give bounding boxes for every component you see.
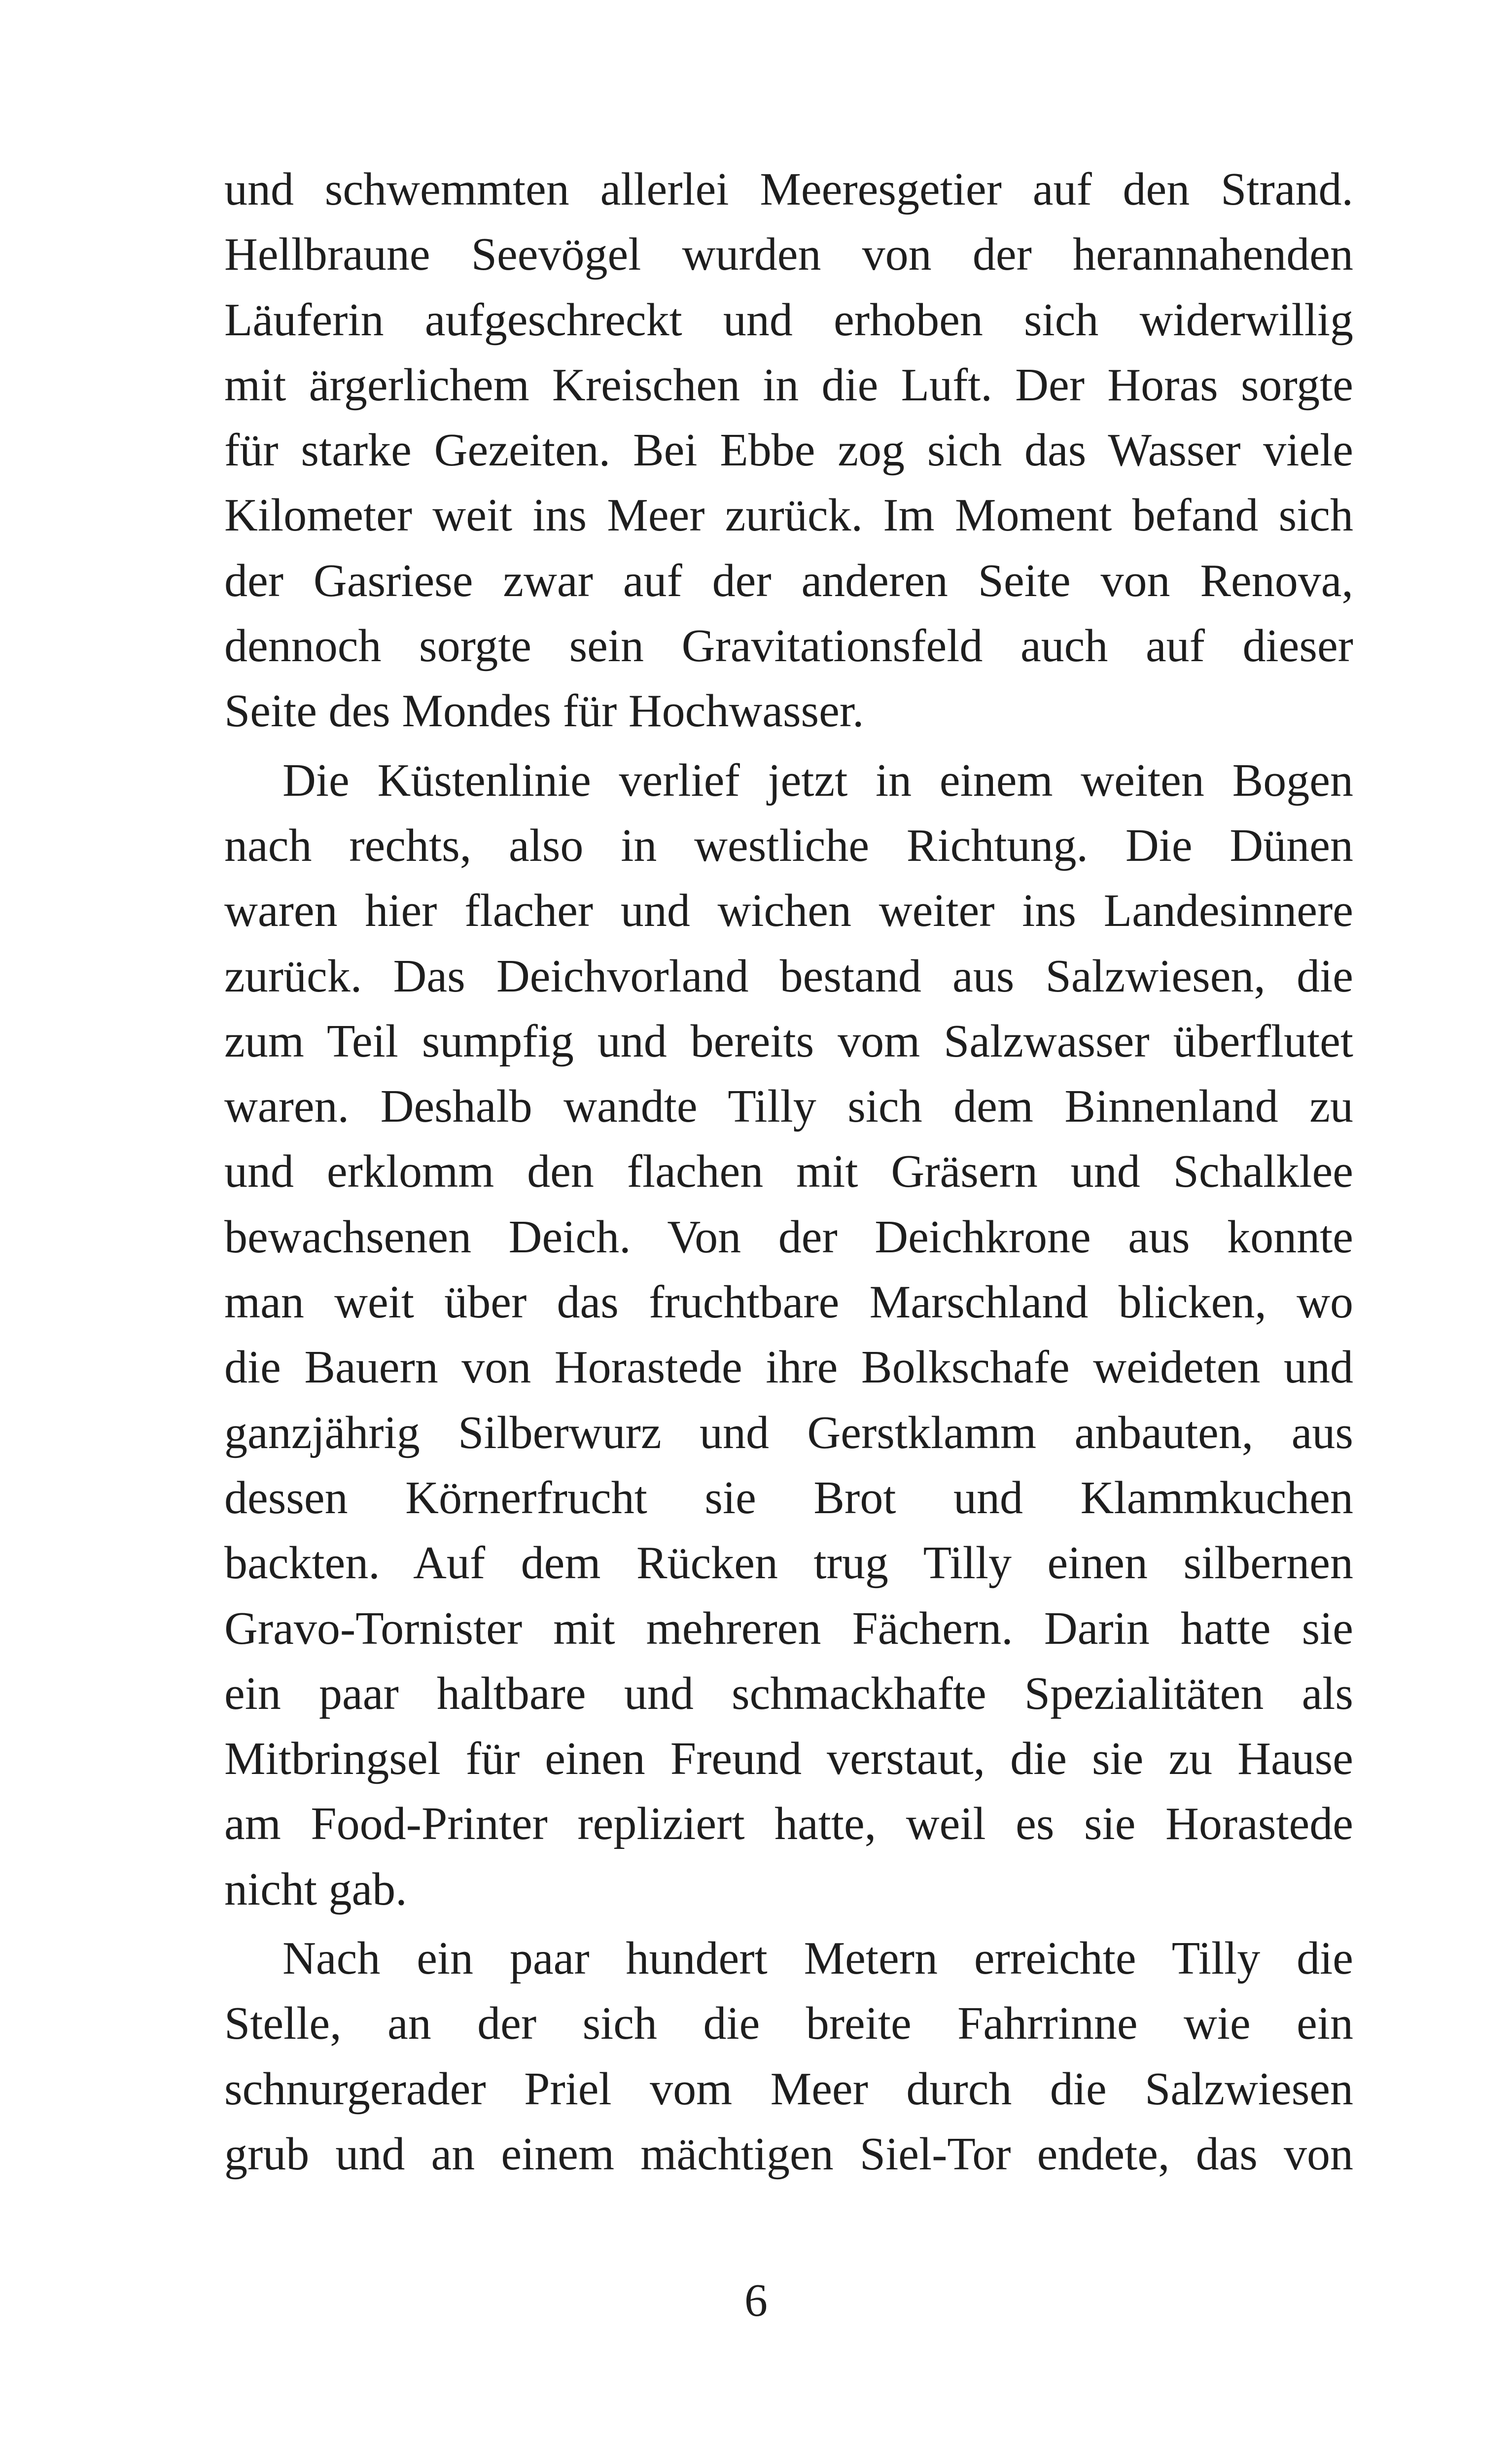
- text-line: dessen Körnerfrucht sie Brot und Klammkuchen: [224, 1472, 1353, 1524]
- text-line: Nach ein paar hundert Metern erreichte Tilly die: [282, 1933, 1353, 1984]
- text-line: Kilometer weit ins Meer zurück. Im Moment befand sich: [224, 490, 1353, 541]
- text-line: man weit über das fruchtbare Marschland blicken, wo: [224, 1276, 1353, 1328]
- text-line: Läuferin aufgeschreckt und erhoben sich widerwillig: [224, 294, 1353, 346]
- text-line: für starke Gezeiten. Bei Ebbe zog sich das Wasser viele: [224, 425, 1353, 476]
- text-line: der Gasriese zwar auf der anderen Seite von Renova,: [224, 555, 1353, 606]
- text-line: nicht gab.: [224, 1863, 407, 1915]
- text-line: die Bauern von Horastede ihre Bolkschafe weideten und: [224, 1342, 1353, 1393]
- paragraph-3: [224, 1926, 1353, 2187]
- text-line: dennoch sorgte sein Gravitationsfeld auch auf dieser: [224, 620, 1353, 672]
- text-line: mit ärgerlichem Kreischen in die Luft. Der Horas sorgte: [224, 359, 1353, 411]
- text-line: Seite des Mondes für Hochwasser.: [224, 685, 864, 737]
- text-line: Hellbraune Seevögel wurden von der herannahenden: [224, 229, 1353, 281]
- text-line: und schwemmten allerlei Meeresgetier auf den Strand.: [224, 164, 1353, 215]
- text-line: waren hier flacher und wichen weiter ins Landesinnere: [224, 885, 1353, 937]
- text-line: und erklomm den flachen mit Gräsern und Schalklee: [224, 1146, 1353, 1198]
- text-line: Die Küstenlinie verlief jetzt in einem weiten Bogen: [282, 754, 1353, 806]
- page-number: 6: [744, 2275, 768, 2326]
- text-line: bewachsenen Deich. Von der Deichkrone aus konnte: [224, 1211, 1353, 1263]
- text-line: am Food-Printer repliziert hatte, weil es sie Horastede: [224, 1798, 1353, 1850]
- text-line: zum Teil sumpfig und bereits vom Salzwasser überflutet: [224, 1015, 1353, 1067]
- text-line: ein paar haltbare und schmackhafte Spezialitäten als: [224, 1667, 1353, 1719]
- text-line: Gravo-Tornister mit mehreren Fächern. Darin hatte sie: [224, 1602, 1353, 1654]
- body-text: [224, 157, 1353, 2191]
- paragraph-2: [224, 748, 1353, 1922]
- text-line: waren. Deshalb wandte Tilly sich dem Binnenland zu: [224, 1081, 1353, 1133]
- text-line: grub und an einem mächtigen Siel-Tor endete, das von: [224, 2128, 1353, 2180]
- paragraph-1: [224, 157, 1353, 744]
- text-line: Stelle, an der sich die breite Fahrrinne wie ein: [224, 1998, 1353, 2050]
- text-line: ganzjährig Silberwurz und Gerstklamm anbauten, aus: [224, 1407, 1353, 1458]
- text-line: zurück. Das Deichvorland bestand aus Salzwiesen, die: [224, 950, 1353, 1002]
- text-line: nach rechts, also in westliche Richtung. Die Dünen: [224, 819, 1353, 871]
- text-line: schnurgerader Priel vom Meer durch die Salzwiesen: [224, 2063, 1353, 2115]
- text-line: backten. Auf dem Rücken trug Tilly einen silbernen: [224, 1537, 1353, 1589]
- text-line: Mitbringsel für einen Freund verstaut, die sie zu Hause: [224, 1733, 1353, 1785]
